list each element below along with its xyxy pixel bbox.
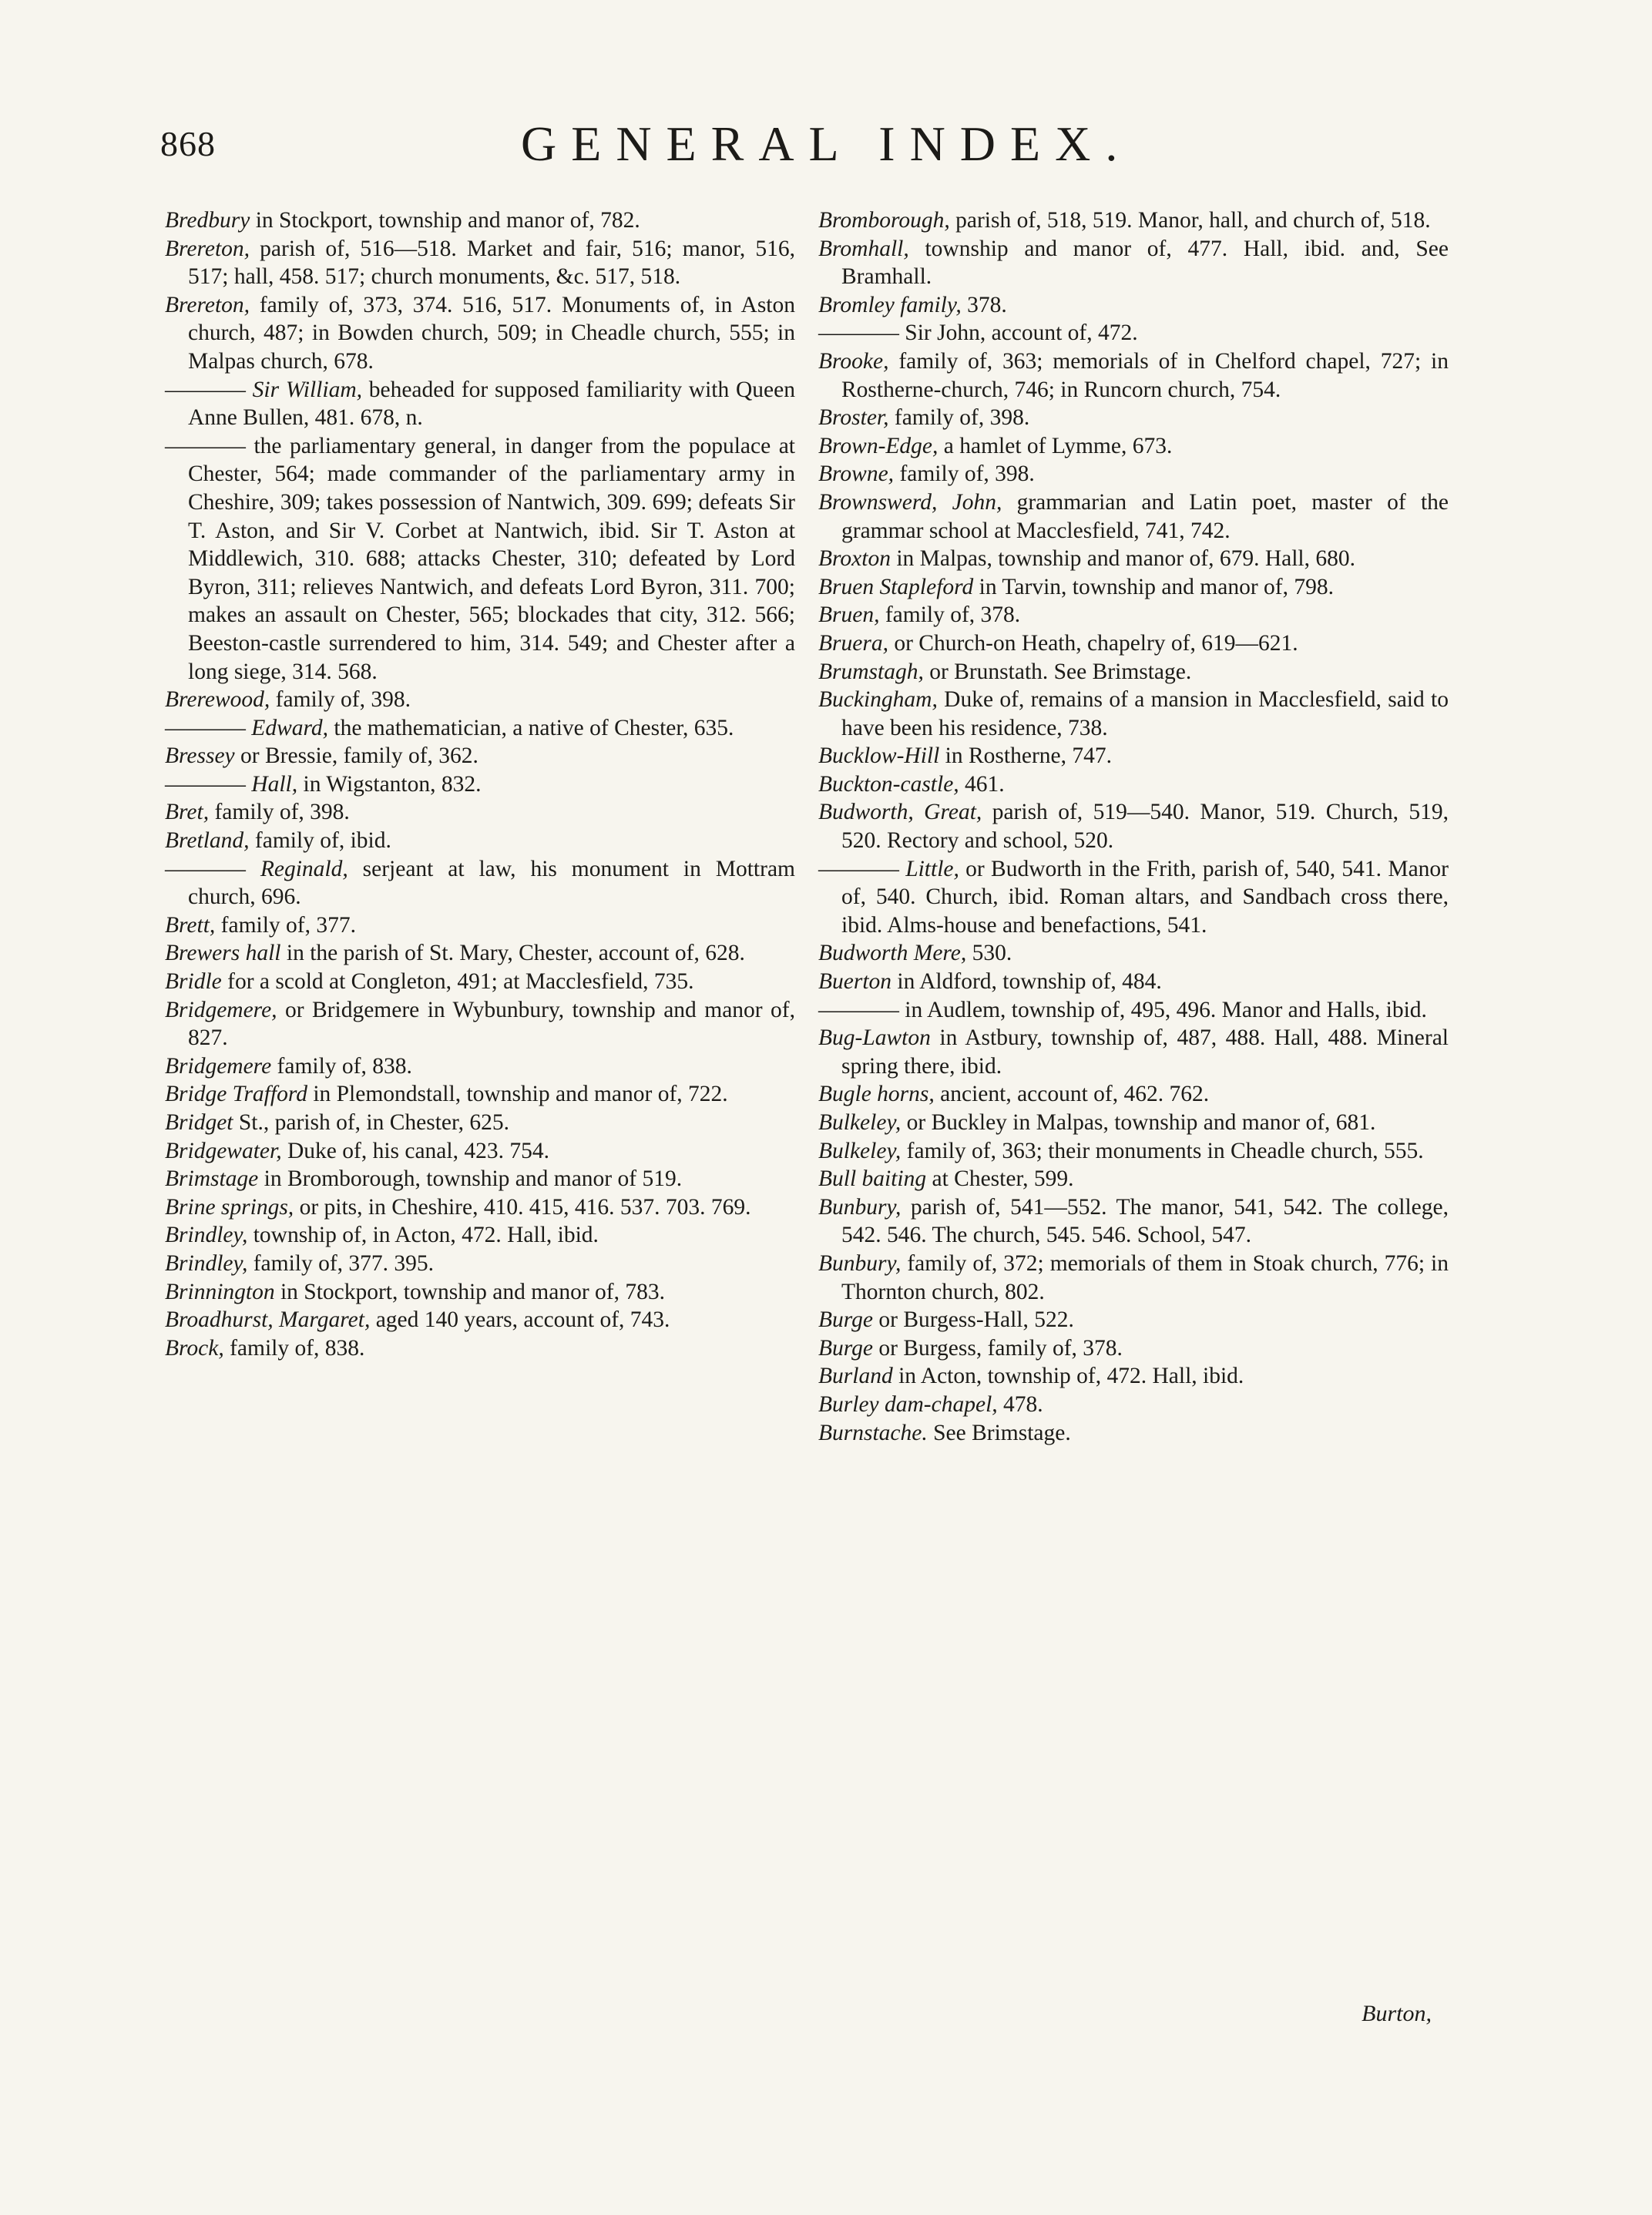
- index-heading: Brinnington: [165, 1279, 275, 1304]
- index-entry: [165, 291, 795, 376]
- index-heading: Burge: [818, 1307, 873, 1333]
- index-heading: Bunbury,: [818, 1250, 902, 1276]
- index-column-right: [818, 206, 1449, 1447]
- index-heading: Bridgemere: [165, 1053, 272, 1079]
- page-title: GENERAL INDEX.: [521, 116, 1133, 171]
- index-text: family of, 838.: [223, 1335, 365, 1361]
- index-entry: [818, 404, 1449, 432]
- index-text: in Stockport, township and manor of, 783.: [274, 1279, 665, 1304]
- index-entry: [165, 432, 795, 686]
- index-text: 478.: [997, 1391, 1043, 1417]
- index-entry: [818, 545, 1449, 573]
- index-text: or Bressie, family of, 362.: [234, 743, 478, 769]
- index-text: family of, 398.: [888, 405, 1030, 431]
- index-entry: [165, 206, 795, 235]
- index-text: or Budworth in the Frith, parish of, 540, 541. Manor of, 540. Church, ibid. Roman altars, and Sandbach cross there, ibid. Alms-house and benefactions, 541.: [841, 856, 1449, 938]
- index-entry: [165, 1250, 795, 1278]
- index-entry: [165, 1278, 795, 1307]
- index-text: parish of, 541—552. The manor, 541, 542. The college, 542. 546. The church, 545. 546. School, 547.: [841, 1194, 1449, 1248]
- index-text: family of, 377.: [215, 912, 356, 938]
- index-text: in the parish of St. Mary, Chester, account of, 628.: [280, 941, 745, 966]
- index-text: family of, 377. 395.: [247, 1250, 435, 1276]
- index-entry: [818, 235, 1449, 291]
- index-entry: [818, 770, 1449, 799]
- index-text: or Buckley in Malpas, township and manor of, 681.: [901, 1110, 1376, 1135]
- index-heading: ———— Edward,: [165, 715, 329, 740]
- index-text: family of, 838.: [271, 1053, 412, 1079]
- index-entry: [165, 1165, 795, 1193]
- index-heading: ————: [165, 433, 246, 458]
- index-text: Duke of, remains of a mansion in Macclesfield, said to have been his residence, 738.: [841, 687, 1449, 740]
- index-text: for a scold at Congleton, 491; at Macclesfield, 735.: [221, 969, 694, 995]
- index-text: in Bromborough, township and manor of 519.: [258, 1166, 683, 1192]
- index-heading: Brine springs,: [165, 1194, 294, 1220]
- index-text: serjeant at law, his monument in Mottram church, 696.: [188, 856, 795, 910]
- index-text: or Burgess, family of, 378.: [873, 1335, 1123, 1361]
- index-text: St., parish of, in Chester, 625.: [233, 1110, 510, 1135]
- index-text: in Astbury, township of, 487, 488. Hall, 488. Mineral spring there, ibid.: [841, 1025, 1449, 1079]
- index-entry: [818, 1334, 1449, 1363]
- index-entry: [818, 1193, 1449, 1250]
- index-text: in Malpas, township and manor of, 679. Hall, 680.: [890, 546, 1355, 572]
- index-heading: Bucklow-Hill: [818, 743, 940, 769]
- index-heading: Budworth Mere,: [818, 941, 967, 966]
- index-heading: Brindley,: [165, 1223, 248, 1248]
- index-heading: ———— Reginald,: [165, 856, 348, 881]
- index-entry: [165, 1052, 795, 1081]
- index-heading: Brown-Edge,: [818, 433, 938, 458]
- index-heading: Burge: [818, 1335, 873, 1361]
- index-text: family of, 398.: [894, 461, 1035, 487]
- index-text: family of, 372; memorials of them in Stoak church, 776; in Thornton church, 802.: [841, 1250, 1449, 1304]
- index-heading: Bruen,: [818, 602, 880, 628]
- index-entry: [818, 798, 1449, 854]
- index-entry: [818, 1306, 1449, 1334]
- index-text: in Acton, township of, 472. Hall, ibid.: [892, 1364, 1244, 1389]
- index-heading: ———— Little,: [818, 856, 959, 881]
- index-heading: Bridgemere,: [165, 997, 277, 1022]
- index-heading: Bunbury,: [818, 1194, 902, 1220]
- index-heading: Buckingham,: [818, 687, 938, 713]
- index-entry: [818, 1137, 1449, 1166]
- index-heading: Bruera,: [818, 630, 888, 656]
- index-heading: Brownswerd, John,: [818, 489, 1002, 515]
- index-heading: Brereton,: [165, 236, 250, 261]
- index-heading: Bridle: [165, 969, 222, 995]
- index-heading: Bruen Stapleford: [818, 574, 974, 599]
- index-entry: [818, 629, 1449, 658]
- index-text: in Audlem, township of, 495, 496. Manor and Halls, ibid.: [898, 997, 1427, 1022]
- index-entry: [165, 1334, 795, 1363]
- index-text: grammarian and Latin poet, master of the grammar school at Macclesfield, 741, 742.: [841, 489, 1449, 543]
- index-text: family of, 398.: [270, 687, 411, 713]
- index-text: family of, 378.: [879, 602, 1021, 628]
- index-text: 530.: [966, 941, 1012, 966]
- index-text: 378.: [961, 292, 1007, 317]
- index-text: in Wigstanton, 832.: [297, 771, 482, 797]
- index-entry: [818, 686, 1449, 742]
- index-text: or Burgess-Hall, 522.: [873, 1307, 1074, 1333]
- index-text: parish of, 516—518. Market and fair, 516; manor, 516, 517; hall, 458. 517; church monuments, &c. 517, 518.: [188, 236, 795, 290]
- index-entry: [818, 1165, 1449, 1193]
- index-heading: Bretland,: [165, 828, 250, 854]
- index-text: township of, in Acton, 472. Hall, ibid.: [247, 1223, 599, 1248]
- index-text: or Church-on Heath, chapelry of, 619—621.: [888, 630, 1298, 656]
- index-heading: Brereton,: [165, 292, 250, 317]
- index-heading: Bromborough,: [818, 208, 950, 233]
- index-heading: Bridge Trafford: [165, 1082, 307, 1107]
- index-entry: [818, 347, 1449, 404]
- index-heading: ————: [818, 997, 899, 1022]
- index-entry: [818, 855, 1449, 940]
- index-entry: [165, 968, 795, 996]
- page-number: 868: [160, 124, 216, 163]
- index-text: family of, ibid.: [249, 828, 391, 854]
- index-text: in Plemondstall, township and manor of, 722.: [307, 1082, 728, 1107]
- index-text: in Aldford, township of, 484.: [891, 969, 1162, 995]
- index-text: ancient, account of, 462. 762.: [934, 1082, 1210, 1107]
- index-heading: Brindley,: [165, 1250, 248, 1276]
- index-entry: [165, 1306, 795, 1334]
- index-entry: [165, 1080, 795, 1109]
- index-heading: Burnstache.: [818, 1420, 928, 1445]
- index-entry: [818, 939, 1449, 968]
- index-entry: [165, 235, 795, 291]
- catchword: Burton,: [1362, 2001, 1432, 2026]
- index-entry: [165, 770, 795, 799]
- index-heading: Bridgewater,: [165, 1138, 282, 1163]
- index-text: family of, 398.: [209, 800, 350, 825]
- index-entry: [818, 1080, 1449, 1109]
- index-heading: Broadhurst, Margaret,: [165, 1307, 371, 1333]
- index-heading: ———— Hall,: [165, 771, 298, 797]
- index-text: township and manor of, 477. Hall, ibid. and, See Bramhall.: [841, 236, 1449, 290]
- index-heading: Bromley family,: [818, 292, 962, 317]
- index-entry: [818, 1362, 1449, 1391]
- index-entry: [818, 742, 1449, 770]
- index-entry: [818, 573, 1449, 602]
- index-text: aged 140 years, account of, 743.: [370, 1307, 670, 1333]
- index-heading: Bredbury: [165, 208, 250, 233]
- index-entry: [818, 1419, 1449, 1448]
- index-text: Duke of, his canal, 423. 754.: [281, 1138, 549, 1163]
- index-heading: Brooke,: [818, 348, 889, 374]
- index-heading: Brewers hall: [165, 941, 281, 966]
- index-entry: [818, 1109, 1449, 1137]
- index-entry: [818, 601, 1449, 629]
- index-column-left: [165, 206, 795, 1362]
- index-heading: Brett,: [165, 912, 216, 938]
- index-heading: Bulkeley,: [818, 1138, 902, 1163]
- index-text: in Rostherne, 747.: [939, 743, 1112, 769]
- index-entry: [165, 686, 795, 714]
- index-entry: [818, 658, 1449, 686]
- index-text: 461.: [959, 771, 1005, 797]
- index-entry: [165, 742, 795, 770]
- index-text: parish of, 519—540. Manor, 519. Church, 519, 520. Rectory and school, 520.: [841, 800, 1449, 854]
- index-heading: Bull baiting: [818, 1166, 927, 1192]
- index-heading: Buckton-castle,: [818, 771, 959, 797]
- index-entry: [818, 996, 1449, 1025]
- index-heading: Burland: [818, 1364, 893, 1389]
- index-heading: Bug-Lawton: [818, 1025, 931, 1051]
- index-entry: [818, 1391, 1449, 1419]
- index-text: or Bridgemere in Wybunbury, township and manor of, 827.: [188, 997, 795, 1051]
- index-text: at Chester, 599.: [926, 1166, 1074, 1192]
- index-entry: [818, 968, 1449, 996]
- index-entry: [165, 827, 795, 855]
- index-entry: [818, 1024, 1449, 1080]
- index-text: or pits, in Cheshire, 410. 415, 416. 537. 703. 769.: [294, 1194, 751, 1220]
- index-heading: Broxton: [818, 546, 891, 572]
- index-heading: Budworth, Great,: [818, 800, 982, 825]
- index-heading: Brock,: [165, 1335, 224, 1361]
- index-heading: Brimstage: [165, 1166, 259, 1192]
- index-entry: [165, 1109, 795, 1137]
- index-heading: ————: [818, 321, 899, 346]
- index-heading: Bret,: [165, 800, 210, 825]
- index-entry: [165, 798, 795, 827]
- index-text: family of, 363; memorials of in Chelford chapel, 727; in Rostherne-church, 746; in Runcorn church, 754.: [841, 348, 1449, 402]
- index-heading: Bridget: [165, 1110, 233, 1135]
- index-entry: [818, 488, 1449, 545]
- index-entry: [818, 1250, 1449, 1306]
- index-heading: Bugle horns,: [818, 1082, 935, 1107]
- index-text: or Brunstath. See Brimstage.: [923, 659, 1192, 684]
- index-entry: [165, 376, 795, 432]
- index-heading: Browne,: [818, 461, 895, 487]
- index-entry: [165, 1221, 795, 1250]
- index-text: in Stockport, township and manor of, 782.: [250, 208, 640, 233]
- index-text: parish of, 518, 519. Manor, hall, and church of, 518.: [949, 208, 1431, 233]
- index-heading: Burley dam-chapel,: [818, 1391, 998, 1417]
- index-entry: [165, 1137, 795, 1166]
- index-text: in Tarvin, township and manor of, 798.: [973, 574, 1334, 599]
- index-text: family of, 373, 374. 516, 517. Monuments of, in Aston church, 487; in Bowden church, 509; in Cheadle church, 555; in Malpas church, 678.: [188, 292, 795, 374]
- index-text: a hamlet of Lymme, 673.: [938, 433, 1173, 458]
- index-entry: [818, 206, 1449, 235]
- index-heading: Brumstagh,: [818, 659, 924, 684]
- index-heading: Bulkeley,: [818, 1110, 902, 1135]
- index-heading: Bromhall,: [818, 236, 909, 261]
- index-entry: [165, 911, 795, 940]
- index-text: family of, 363; their monuments in Cheadle church, 555.: [901, 1138, 1424, 1163]
- index-entry: [165, 714, 795, 743]
- index-text: beheaded for supposed familiarity with Queen Anne Bullen, 481. 678, n.: [188, 377, 795, 431]
- index-text: Sir John, account of, 472.: [898, 321, 1138, 346]
- index-entry: [818, 460, 1449, 488]
- index-heading: Bressey: [165, 743, 235, 769]
- index-entry: [165, 855, 795, 911]
- index-heading: ———— Sir William,: [165, 377, 362, 402]
- index-entry: [165, 939, 795, 968]
- index-heading: Broster,: [818, 405, 889, 431]
- index-entry: [818, 319, 1449, 347]
- index-text: the parliamentary general, in danger from the populace at Chester, 564; made commander of the parliamentary army in Cheshire, 309; takes possession of Nantwich, 309. 699; defeats Sir T. Aston, and Sir V. Corbet at Nantwich, ibid. Sir T. Aston at Middlewich, 310. 688; attacks Chester, 310; defeated by Lord Byron, 311; relieves Nantwich, and defeats Lord Byron, 311. 700; makes an assault on Chester, 565; blockades that city, 312. 566; Beeston-castle surrendered to him, 314. 549; and Chester after a long siege, 314. 568.: [188, 433, 795, 684]
- index-text: the mathematician, a native of Chester, 635.: [328, 715, 734, 740]
- index-heading: Buerton: [818, 969, 892, 995]
- index-entry: [818, 291, 1449, 320]
- index-text: See Brimstage.: [927, 1420, 1071, 1445]
- index-heading: Brerewood,: [165, 687, 270, 713]
- index-entry: [165, 996, 795, 1052]
- index-entry: [165, 1193, 795, 1222]
- index-entry: [818, 432, 1449, 461]
